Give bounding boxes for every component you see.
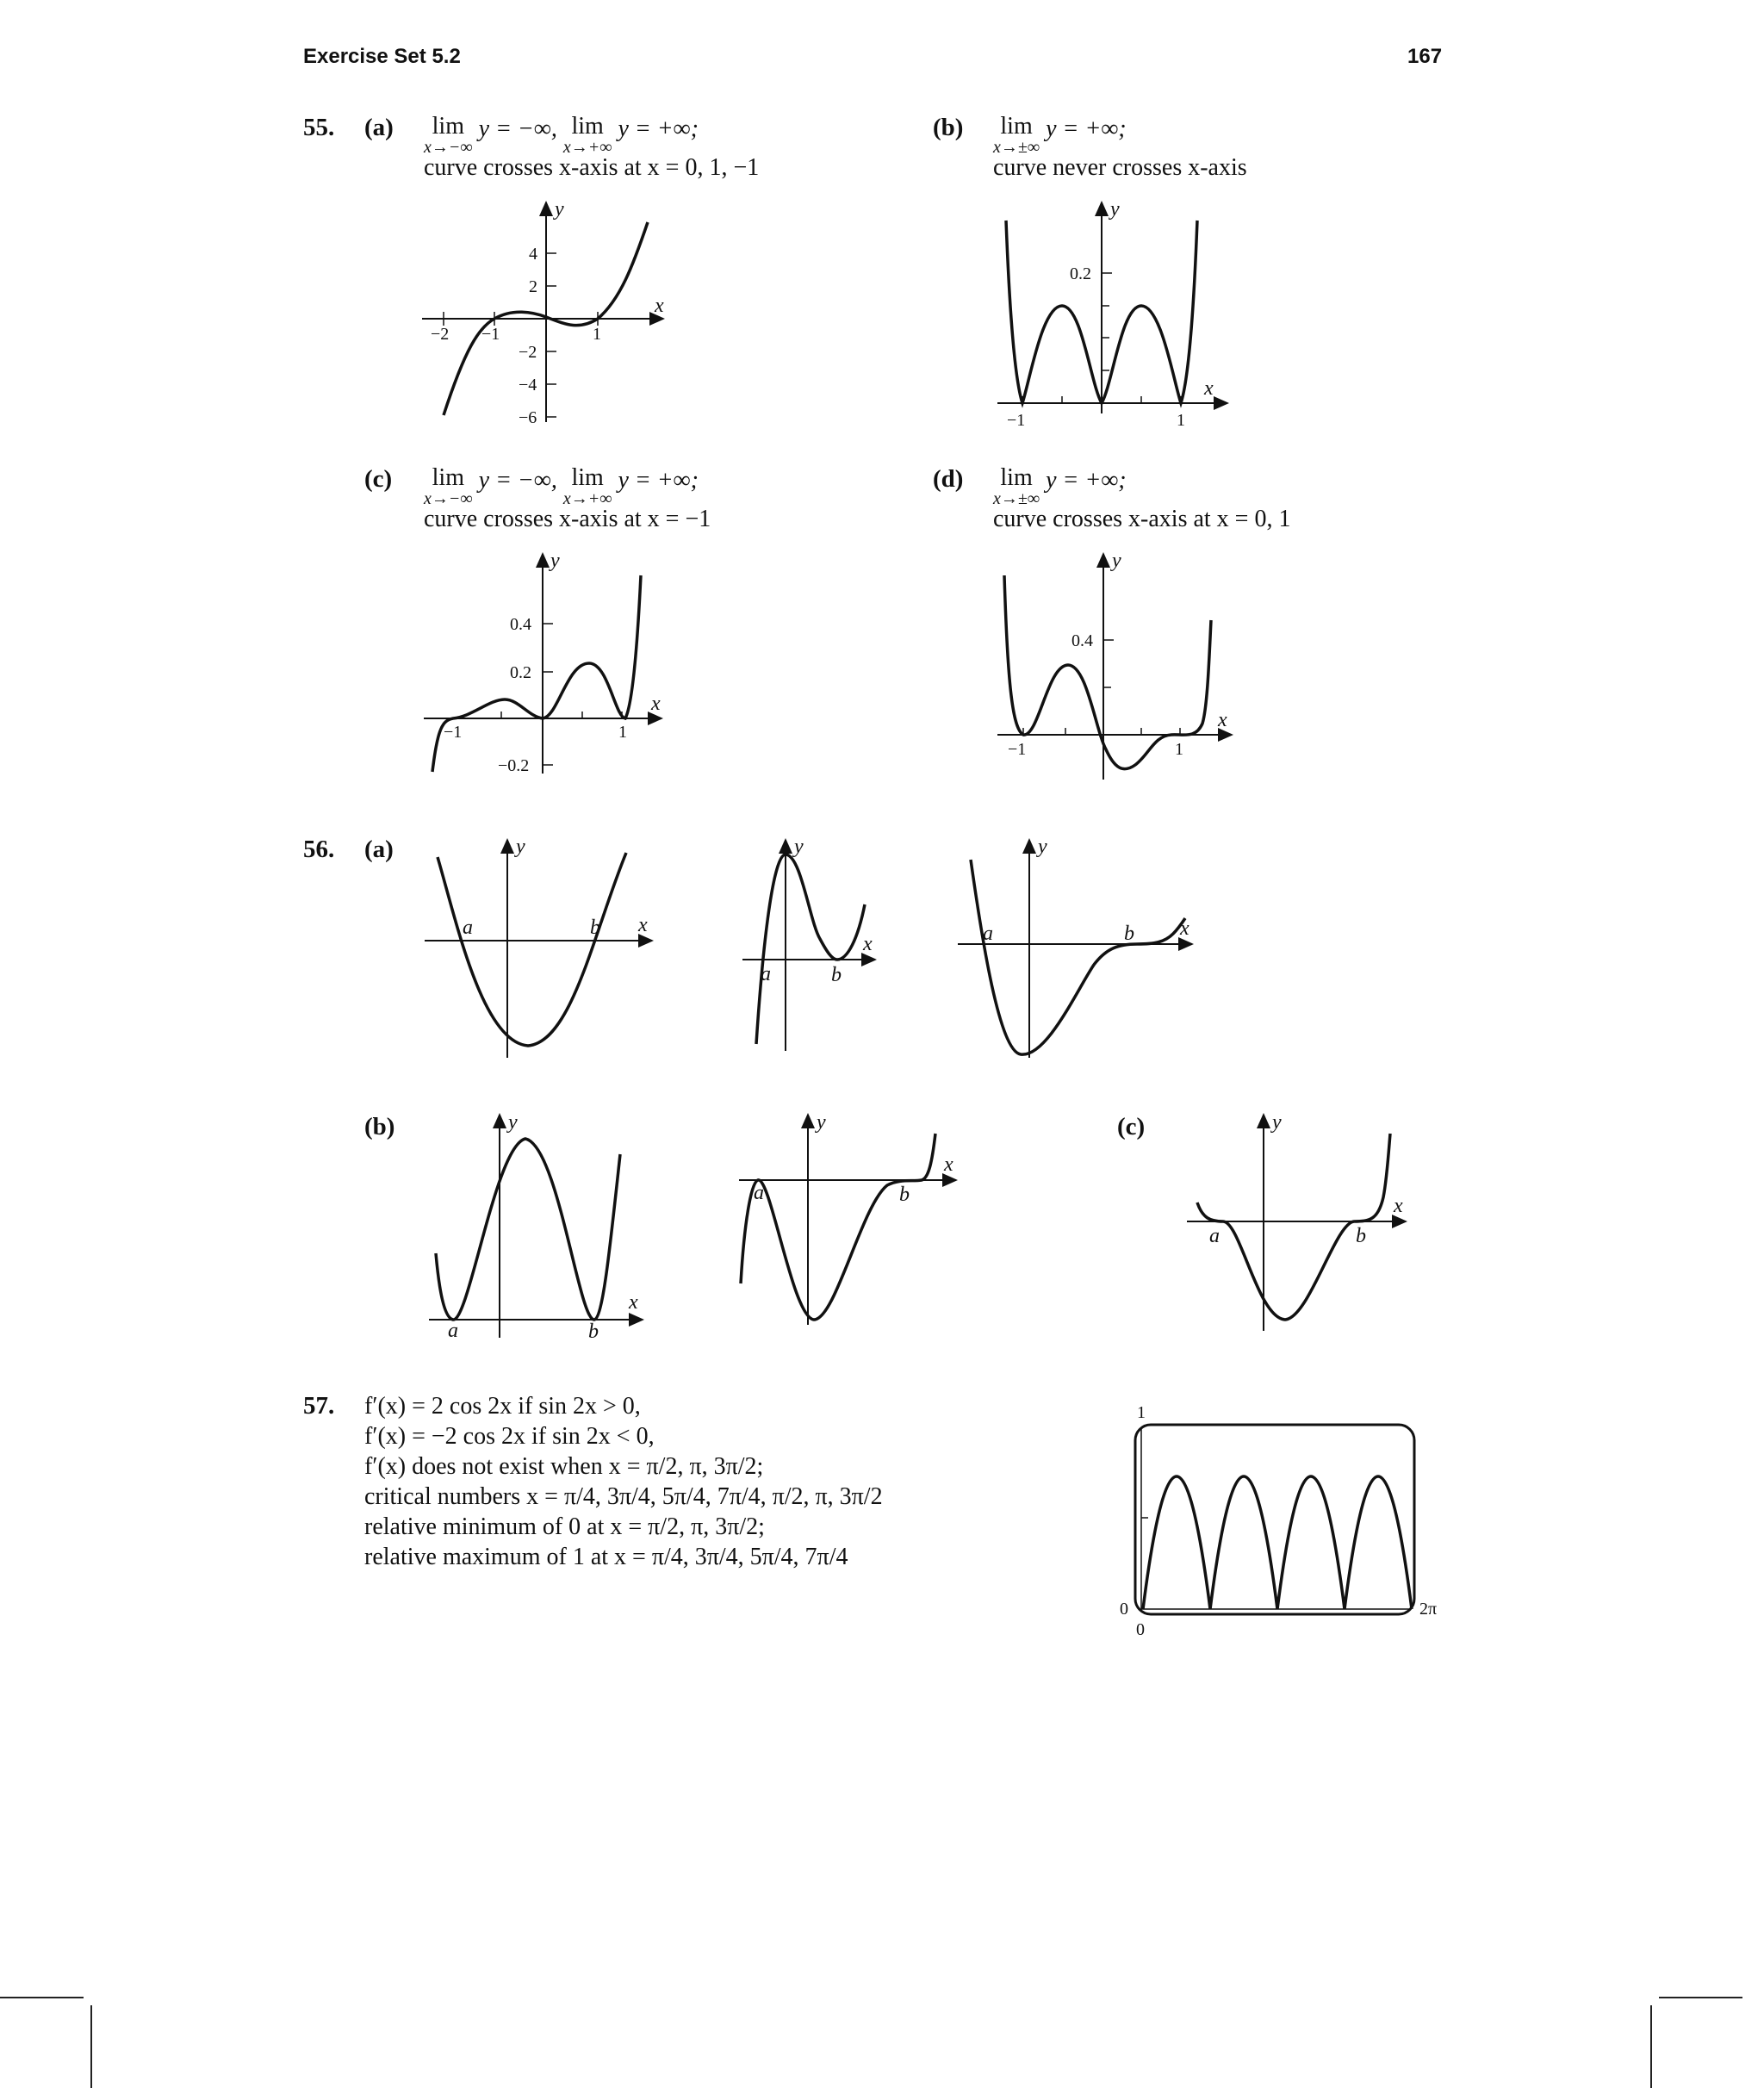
lim-value: y = −∞, — [478, 467, 557, 494]
y-tick-label: 2 — [529, 277, 537, 296]
y-tick-label: −0.2 — [498, 756, 530, 775]
problem-55c-line2: curve crosses x-axis at x = −1 — [424, 506, 711, 532]
x-axis-label: x — [944, 1153, 953, 1176]
curve — [756, 854, 865, 1044]
lim-subscript: x→+∞ — [562, 489, 612, 508]
y-axis-label: y — [794, 836, 804, 858]
lim-subscript: x→−∞ — [424, 489, 473, 508]
y-axis-label: y — [1038, 836, 1047, 858]
graph-56c-1 — [1180, 1108, 1413, 1332]
x-tick-label: 1 — [1177, 411, 1185, 430]
curve — [436, 1139, 620, 1320]
curve — [432, 575, 641, 772]
x-tick-label: −2 — [431, 325, 450, 344]
y-tick-label: −6 — [519, 408, 537, 427]
x-tick-label: 1 — [1175, 740, 1183, 759]
point-label-b: b — [899, 1184, 910, 1206]
y-axis-label: y — [550, 550, 560, 572]
curve — [741, 1134, 935, 1320]
lim-subscript: x→−∞ — [424, 138, 473, 157]
y-min-label: 0 — [1120, 1600, 1128, 1619]
point-label-b: b — [1124, 923, 1134, 945]
y-tick-label: 0.2 — [1070, 264, 1091, 283]
point-label-a: a — [463, 917, 473, 939]
lim-subscript: x→±∞ — [993, 138, 1040, 157]
crop-mark — [90, 2005, 92, 2088]
y-tick-label: −4 — [519, 376, 537, 395]
lim-value: y = +∞; — [618, 467, 699, 494]
x-axis-label: x — [651, 693, 661, 715]
graph-56b-2 — [732, 1108, 973, 1332]
crop-mark — [1650, 2005, 1652, 2088]
x-axis-label: x — [1218, 709, 1227, 731]
x-axis-label: x — [1180, 917, 1189, 940]
x-tick-label: −1 — [1008, 740, 1027, 759]
x-axis-label: x — [1394, 1195, 1403, 1217]
y-tick-label: 0.4 — [510, 615, 531, 634]
problem-55d-label: (d) — [933, 465, 964, 493]
lim-value: y = +∞; — [618, 115, 699, 142]
lim-word: lim — [1000, 113, 1033, 140]
curve — [971, 860, 1185, 1054]
problem-55b-limits — [993, 115, 1127, 156]
problem-55a-line2: curve crosses x-axis at x = 0, 1, −1 — [424, 154, 760, 181]
lim-word: lim — [432, 113, 464, 140]
point-label-a: a — [448, 1320, 458, 1342]
crop-mark — [0, 1997, 84, 1998]
x-tick-label: −1 — [444, 723, 463, 742]
problem-57-line: f′(x) does not exist when x = π/2, π, 3π/2; — [364, 1453, 764, 1480]
y-axis-label: y — [508, 1111, 518, 1134]
lim-subscript: x→±∞ — [993, 489, 1040, 508]
lim-word: lim — [571, 464, 604, 491]
problem-56a-label: (a) — [364, 836, 394, 863]
lim-word: lim — [1000, 464, 1033, 491]
problem-57-line: f′(x) = −2 cos 2x if sin 2x < 0, — [364, 1423, 655, 1450]
point-label-b: b — [590, 917, 600, 939]
y-axis-label: y — [817, 1111, 826, 1134]
point-label-a: a — [754, 1182, 764, 1204]
x-max-label: 2π — [1419, 1600, 1438, 1619]
problem-55d-limits — [993, 466, 1127, 507]
lim-subscript: x→+∞ — [562, 138, 612, 157]
section-title: Exercise Set 5.2 — [303, 45, 461, 68]
graph-56a-1 — [413, 834, 663, 1063]
graph-57 — [1111, 1395, 1451, 1645]
problem-55a-limits — [424, 115, 699, 156]
problem-57-line: f′(x) = 2 cos 2x if sin 2x > 0, — [364, 1393, 641, 1420]
point-label-a: a — [1209, 1225, 1220, 1247]
x-tick-label: −1 — [1007, 411, 1026, 430]
y-axis-label: y — [1110, 198, 1120, 221]
y-axis-label: y — [1112, 550, 1121, 572]
graph-56a-2 — [736, 834, 883, 1058]
problem-55c-limits — [424, 466, 699, 507]
graph-55b — [991, 196, 1240, 431]
lim-word: lim — [432, 464, 464, 491]
problem-56c-label: (c) — [1117, 1113, 1146, 1140]
problem-56-number: 56. — [303, 836, 335, 863]
problem-55c-label: (c) — [364, 465, 393, 493]
curve — [438, 853, 626, 1046]
lim-value: y = +∞; — [1046, 115, 1127, 142]
problem-55a-label: (a) — [364, 114, 394, 141]
y-axis-label: y — [1272, 1111, 1282, 1134]
graph-55a — [413, 196, 672, 431]
x-axis-label: x — [629, 1291, 638, 1314]
tick-marks — [1023, 640, 1180, 735]
page-number: 167 — [1407, 45, 1443, 68]
problem-56b-label: (b) — [364, 1113, 395, 1140]
point-label-b: b — [831, 964, 842, 986]
problem-55b-line2: curve never crosses x-axis — [993, 154, 1247, 181]
y-tick-label: −2 — [519, 343, 537, 362]
lim-value: y = −∞, — [478, 115, 557, 142]
graph-55d — [991, 548, 1240, 780]
lim-word: lim — [571, 113, 604, 140]
graph-55c — [413, 548, 672, 780]
graph-56b-1 — [422, 1108, 655, 1349]
problem-55d-line2: curve crosses x-axis at x = 0, 1 — [993, 506, 1291, 532]
problem-57-line: critical numbers x = π/4, 3π/4, 5π/4, 7π/4, π/2, π, 3π/2 — [364, 1483, 883, 1510]
y-axis-label: y — [555, 198, 564, 221]
point-label-b: b — [1356, 1225, 1366, 1247]
problem-57-number: 57. — [303, 1392, 335, 1420]
y-axis-label: y — [516, 836, 525, 858]
x-axis-label: x — [655, 295, 664, 317]
y-tick-label: 0.4 — [1071, 631, 1093, 650]
graph-56a-3 — [952, 834, 1202, 1063]
curve — [1143, 1476, 1412, 1609]
x-tick-label: 1 — [593, 325, 601, 344]
x-axis-label: x — [863, 933, 873, 955]
point-label-b: b — [588, 1321, 599, 1343]
x-axis-label: x — [638, 914, 648, 936]
lim-value: y = +∞; — [1046, 467, 1127, 494]
y-tick-label: 0.2 — [510, 663, 531, 682]
problem-55b-label: (b) — [933, 114, 964, 141]
x-tick-label: −1 — [481, 325, 500, 344]
crop-mark — [1659, 1997, 1742, 1998]
y-max-label: 1 — [1137, 1403, 1146, 1422]
y-tick-label: 4 — [529, 245, 537, 264]
x-tick-label: 1 — [618, 723, 627, 742]
problem-57-line: relative maximum of 1 at x = π/4, 3π/4, 5π/4, 7π/4 — [364, 1544, 848, 1570]
problem-55-number: 55. — [303, 114, 335, 141]
problem-57-line: relative minimum of 0 at x = π/2, π, 3π/2; — [364, 1513, 765, 1540]
point-label-a: a — [761, 963, 771, 985]
point-label-a: a — [983, 923, 993, 945]
x-axis-label: x — [1204, 377, 1214, 400]
x-min-label: 0 — [1136, 1620, 1145, 1639]
